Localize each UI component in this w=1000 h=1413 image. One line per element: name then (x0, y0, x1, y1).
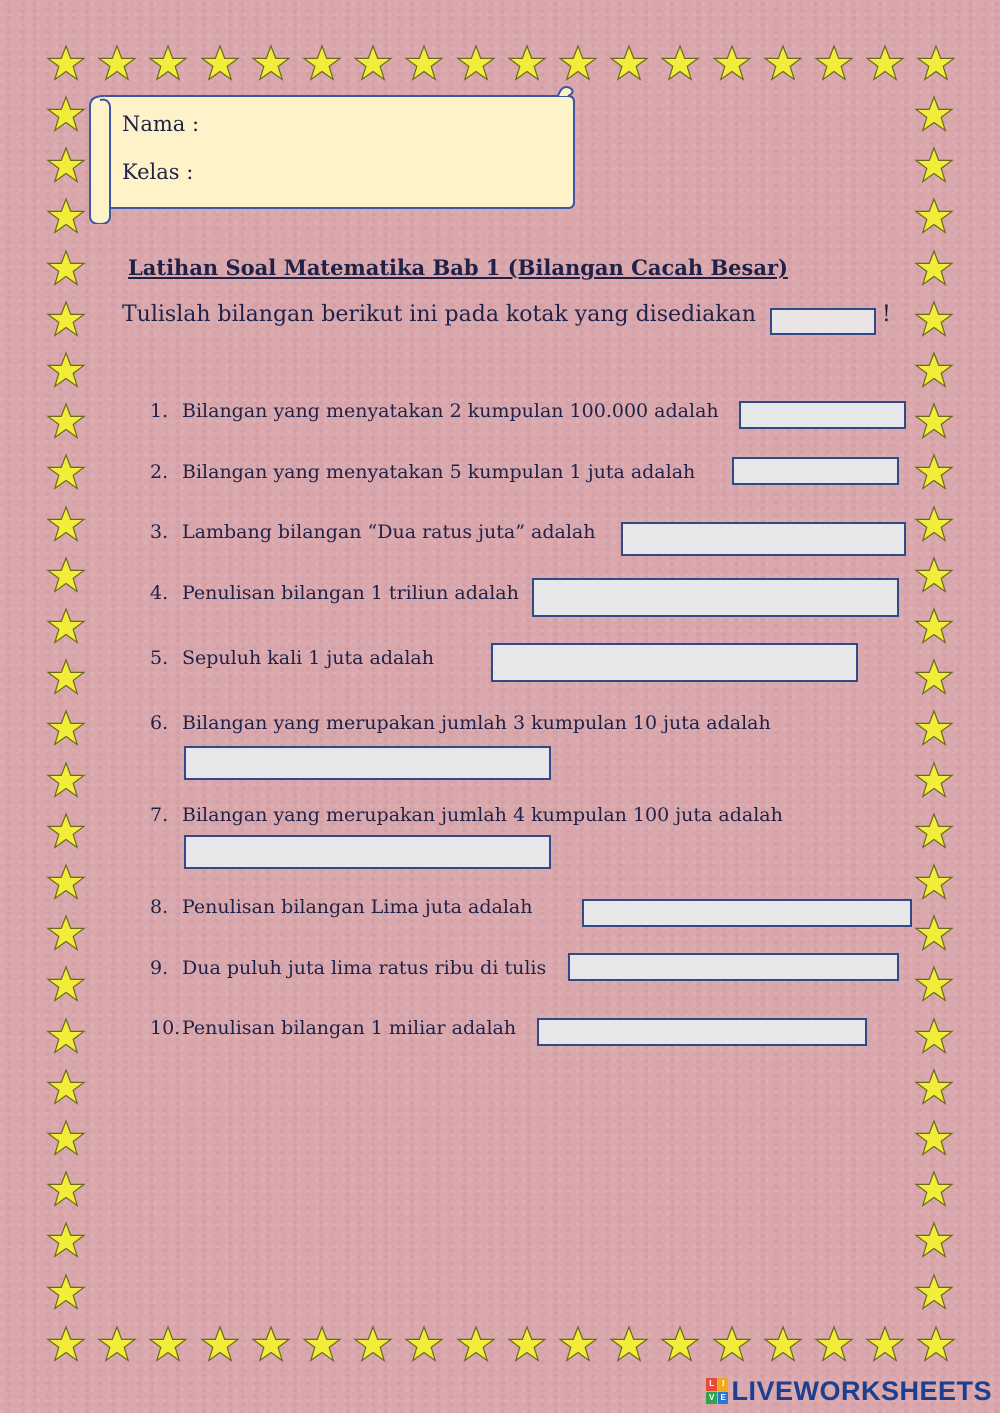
star-icon (914, 1170, 954, 1210)
star-icon (251, 1325, 291, 1365)
star-icon (763, 1325, 803, 1365)
answer-box-1[interactable] (739, 401, 906, 429)
star-icon (46, 505, 86, 545)
star-icon (914, 300, 954, 340)
star-icon (200, 1325, 240, 1365)
star-icon (558, 1325, 598, 1365)
question-text: Bilangan yang merupakan jumlah 4 kumpulan 100 juta adalah (182, 804, 783, 826)
question-text: Bilangan yang merupakan jumlah 3 kumpulan 10 juta adalah (182, 712, 771, 734)
star-icon (404, 1325, 444, 1365)
star-icon (914, 1273, 954, 1313)
star-icon (46, 44, 86, 84)
star-icon (914, 761, 954, 801)
star-icon (46, 914, 86, 954)
star-icon (46, 863, 86, 903)
star-icon (712, 44, 752, 84)
star-icon (46, 300, 86, 340)
brand-text: LIVEWORKSHEETS (731, 1375, 992, 1406)
answer-box-5[interactable] (491, 643, 858, 682)
liveworksheets-logo-icon (706, 1378, 728, 1404)
star-icon (916, 1325, 956, 1365)
star-icon (46, 146, 86, 186)
star-icon (456, 44, 496, 84)
question-number: 6. (150, 712, 169, 734)
star-icon (507, 1325, 547, 1365)
star-icon (46, 1170, 86, 1210)
answer-box-9[interactable] (568, 953, 899, 981)
star-icon (46, 453, 86, 493)
question-number: 10. (150, 1017, 181, 1039)
star-icon (712, 1325, 752, 1365)
answer-box-6[interactable] (184, 746, 551, 780)
star-icon (46, 402, 86, 442)
question-text: Bilangan yang menyatakan 5 kumpulan 1 juta adalah (182, 461, 696, 483)
star-icon (914, 95, 954, 135)
star-icon (914, 505, 954, 545)
star-icon (814, 1325, 854, 1365)
star-icon (914, 709, 954, 749)
question-number: 8. (150, 896, 169, 918)
star-icon (914, 197, 954, 237)
star-icon (914, 351, 954, 391)
star-icon (46, 1325, 86, 1365)
star-icon (353, 1325, 393, 1365)
star-icon (865, 1325, 905, 1365)
star-icon (148, 1325, 188, 1365)
star-icon (914, 453, 954, 493)
star-icon (46, 1221, 86, 1261)
star-icon (46, 1119, 86, 1159)
question-text: Penulisan bilangan Lima juta adalah (182, 896, 533, 918)
star-icon (914, 812, 954, 852)
question-number: 1. (150, 400, 169, 422)
star-icon (97, 1325, 137, 1365)
star-icon (914, 658, 954, 698)
logo-letter: L (706, 1378, 717, 1391)
star-icon (353, 44, 393, 84)
star-icon (46, 709, 86, 749)
star-icon (46, 658, 86, 698)
name-class-scroll (88, 84, 578, 224)
nama-label: Nama : (122, 112, 200, 136)
question-text: Penulisan bilangan 1 miliar adalah (182, 1017, 517, 1039)
question-number: 9. (150, 957, 169, 979)
star-icon (97, 44, 137, 84)
star-icon (46, 197, 86, 237)
star-icon (507, 44, 547, 84)
question-text: Bilangan yang menyatakan 2 kumpulan 100.000 adalah (182, 400, 719, 422)
star-icon (148, 44, 188, 84)
star-icon (404, 44, 444, 84)
logo-letter: I (718, 1378, 729, 1391)
star-icon (46, 556, 86, 596)
star-icon (914, 1017, 954, 1057)
star-icon (763, 44, 803, 84)
star-icon (46, 761, 86, 801)
star-icon (914, 914, 954, 954)
star-icon (914, 965, 954, 1005)
star-icon (46, 965, 86, 1005)
star-icon (302, 1325, 342, 1365)
question-text: Penulisan bilangan 1 triliun adalah (182, 582, 519, 604)
star-icon (914, 1221, 954, 1261)
star-icon (914, 556, 954, 596)
question-number: 7. (150, 804, 169, 826)
star-icon (660, 1325, 700, 1365)
question-number: 4. (150, 582, 169, 604)
star-icon (914, 402, 954, 442)
star-icon (558, 44, 598, 84)
star-icon (46, 351, 86, 391)
star-icon (46, 607, 86, 647)
star-icon (456, 1325, 496, 1365)
answer-box-7[interactable] (184, 835, 551, 869)
question-text: Lambang bilangan “Dua ratus juta” adalah (182, 521, 596, 543)
question-number: 2. (150, 461, 169, 483)
star-icon (46, 812, 86, 852)
star-icon (46, 1068, 86, 1108)
answer-box-4[interactable] (532, 578, 899, 617)
question-number: 5. (150, 647, 169, 669)
star-icon (814, 44, 854, 84)
star-icon (914, 1068, 954, 1108)
question-number: 3. (150, 521, 169, 543)
star-icon (609, 1325, 649, 1365)
star-icon (916, 44, 956, 84)
star-icon (914, 249, 954, 289)
star-icon (660, 44, 700, 84)
instruction-suffix: ! (882, 302, 891, 327)
star-icon (200, 44, 240, 84)
star-icon (46, 249, 86, 289)
answer-box-10[interactable] (537, 1018, 867, 1046)
star-icon (302, 44, 342, 84)
star-icon (914, 607, 954, 647)
star-icon (46, 1017, 86, 1057)
answer-box-3[interactable] (621, 522, 906, 556)
question-text: Dua puluh juta lima ratus ribu di tulis (182, 957, 547, 979)
star-icon (914, 863, 954, 903)
question-text: Sepuluh kali 1 juta adalah (182, 647, 435, 669)
star-icon (914, 1119, 954, 1159)
kelas-label: Kelas : (122, 160, 194, 184)
answer-box-2[interactable] (732, 457, 899, 485)
logo-letter: E (718, 1392, 729, 1405)
star-icon (914, 146, 954, 186)
answer-box-8[interactable] (582, 899, 912, 927)
star-icon (251, 44, 291, 84)
example-answer-box (770, 308, 876, 335)
liveworksheets-brand[interactable] (706, 1375, 992, 1407)
star-icon (46, 1273, 86, 1313)
page-title: Latihan Soal Matematika Bab 1 (Bilangan Cacah Besar) (128, 255, 788, 280)
logo-letter: V (706, 1392, 717, 1405)
instruction-text: Tulislah bilangan berikut ini pada kotak yang disediakan (122, 302, 756, 327)
star-icon (46, 95, 86, 135)
star-icon (865, 44, 905, 84)
star-icon (609, 44, 649, 84)
